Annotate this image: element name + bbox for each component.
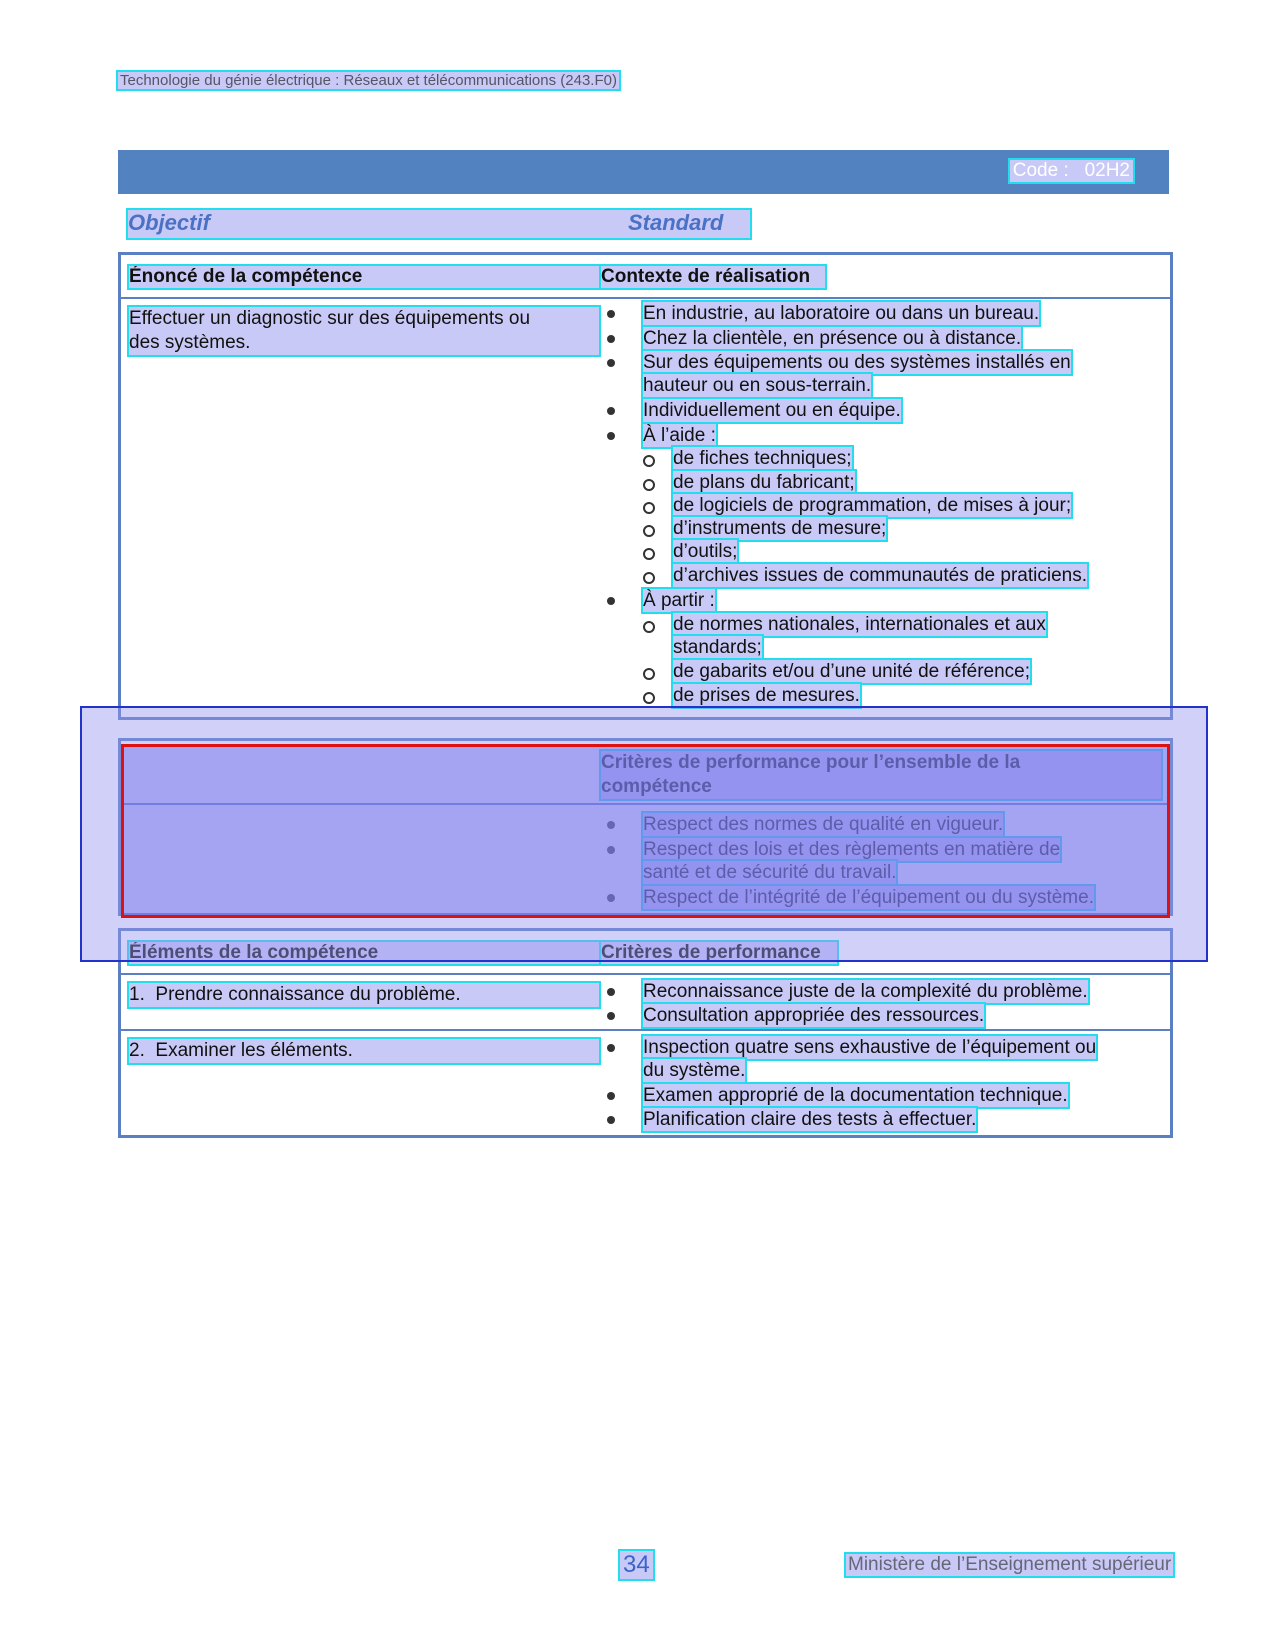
sub-list-item: de prises de mesures. (673, 685, 860, 706)
context-heading: Contexte de réalisation (601, 266, 825, 288)
sub-list-item: de fiches techniques; (673, 448, 852, 469)
list-item-continued: santé et de sécurité du travail. (643, 862, 897, 883)
program-header: Technologie du génie électrique : Réseaux et télécommunications (243.F0) (120, 72, 617, 89)
competency-statement-table (118, 252, 1173, 720)
table-row (121, 297, 1170, 717)
sub-list-item-continued: standards; (673, 637, 762, 658)
list-item: Planification claire des tests à effectuer. (643, 1109, 977, 1130)
page-number: 34 (620, 1551, 653, 1579)
elements-heading: Éléments de la compétence (129, 942, 599, 964)
competency-code: Code : 02H2 (1010, 160, 1133, 182)
bullet-icon (607, 359, 615, 367)
list-item: Reconnaissance juste de la complexité du problème. (643, 981, 1088, 1002)
heading-line: compétence (601, 776, 712, 797)
sub-bullet-icon (643, 692, 655, 704)
bullet-icon (607, 335, 615, 343)
list-item: Respect des normes de qualité en vigueur. (643, 814, 1004, 835)
bullet-icon (607, 407, 615, 415)
sub-bullet-icon (643, 572, 655, 584)
sub-bullet-icon (643, 621, 655, 633)
statement-heading: Énoncé de la compétence (129, 266, 599, 288)
element-1: 1. Prendre connaissance du problème. (129, 983, 599, 1007)
sub-list-item: de logiciels de programmation, de mises à jour; (673, 495, 1072, 516)
sub-list-item: d’instruments de mesure; (673, 518, 887, 539)
sub-bullet-icon (643, 479, 655, 491)
list-item: Individuellement ou en équipe. (643, 400, 901, 421)
bullet-icon (607, 597, 615, 605)
table-row (121, 1029, 1170, 1135)
list-item: Respect des lois et des règlements en matière de (643, 839, 1061, 860)
bullet-icon (607, 1116, 615, 1124)
standard-heading: Standard (628, 210, 724, 235)
sub-bullet-icon (643, 525, 655, 537)
bullet-icon (607, 988, 615, 996)
list-item: Chez la clientèle, en présence ou à distance. (643, 328, 1022, 349)
bullet-icon (607, 1012, 615, 1020)
list-item: Sur des équipements ou des systèmes installés en (643, 352, 1071, 373)
list-item: À partir : (643, 590, 715, 611)
list-item-continued: du système. (643, 1060, 746, 1081)
code-bar (118, 150, 1169, 194)
competency-statement (129, 307, 599, 355)
list-item: À l’aide : (643, 425, 716, 446)
list-item: Respect de l’intégrité de l’équipement ou du système. (643, 887, 1094, 908)
bullet-icon (607, 310, 615, 318)
element-2: 2. Examiner les éléments. (129, 1039, 599, 1063)
list-item: En industrie, au laboratoire ou dans un bureau. (643, 303, 1040, 324)
bullet-icon (607, 1044, 615, 1052)
selected-table-highlight (121, 744, 1170, 918)
section-headings (128, 210, 750, 238)
list-item-continued: hauteur ou en sous-terrain. (643, 375, 872, 396)
heading-line: Critères de performance pour l’ensemble de la (601, 752, 1021, 773)
sub-bullet-icon (643, 455, 655, 467)
ministry-footer: Ministère de l’Enseignement supérieur (848, 1554, 1172, 1575)
sub-list-item: de gabarits et/ou d’une unité de référence; (673, 661, 1031, 682)
sub-list-item: d’outils; (673, 541, 738, 562)
criteria-heading: Critères de performance (601, 942, 837, 964)
bullet-icon (607, 1092, 615, 1100)
sub-bullet-icon (643, 668, 655, 680)
statement-line: Effectuer un diagnostic sur des équipements ou (129, 308, 531, 329)
list-item: Inspection quatre sens exhaustive de l’équipement ou (643, 1037, 1097, 1058)
sub-bullet-icon (643, 548, 655, 560)
sub-list-item: d’archives issues de communautés de praticiens. (673, 565, 1087, 586)
objective-heading: Objectif (128, 210, 210, 235)
list-item: Consultation appropriée des ressources. (643, 1005, 985, 1026)
sub-list-item: de plans du fabricant; (673, 472, 855, 493)
statement-line: des systèmes. (129, 332, 251, 353)
list-item: Examen approprié de la documentation technique. (643, 1085, 1068, 1106)
sub-bullet-icon (643, 502, 655, 514)
bullet-icon (607, 432, 615, 440)
table-header-row (121, 255, 1170, 297)
sub-list-item: de normes nationales, internationales et aux (673, 614, 1046, 635)
table-row (121, 973, 1170, 1029)
